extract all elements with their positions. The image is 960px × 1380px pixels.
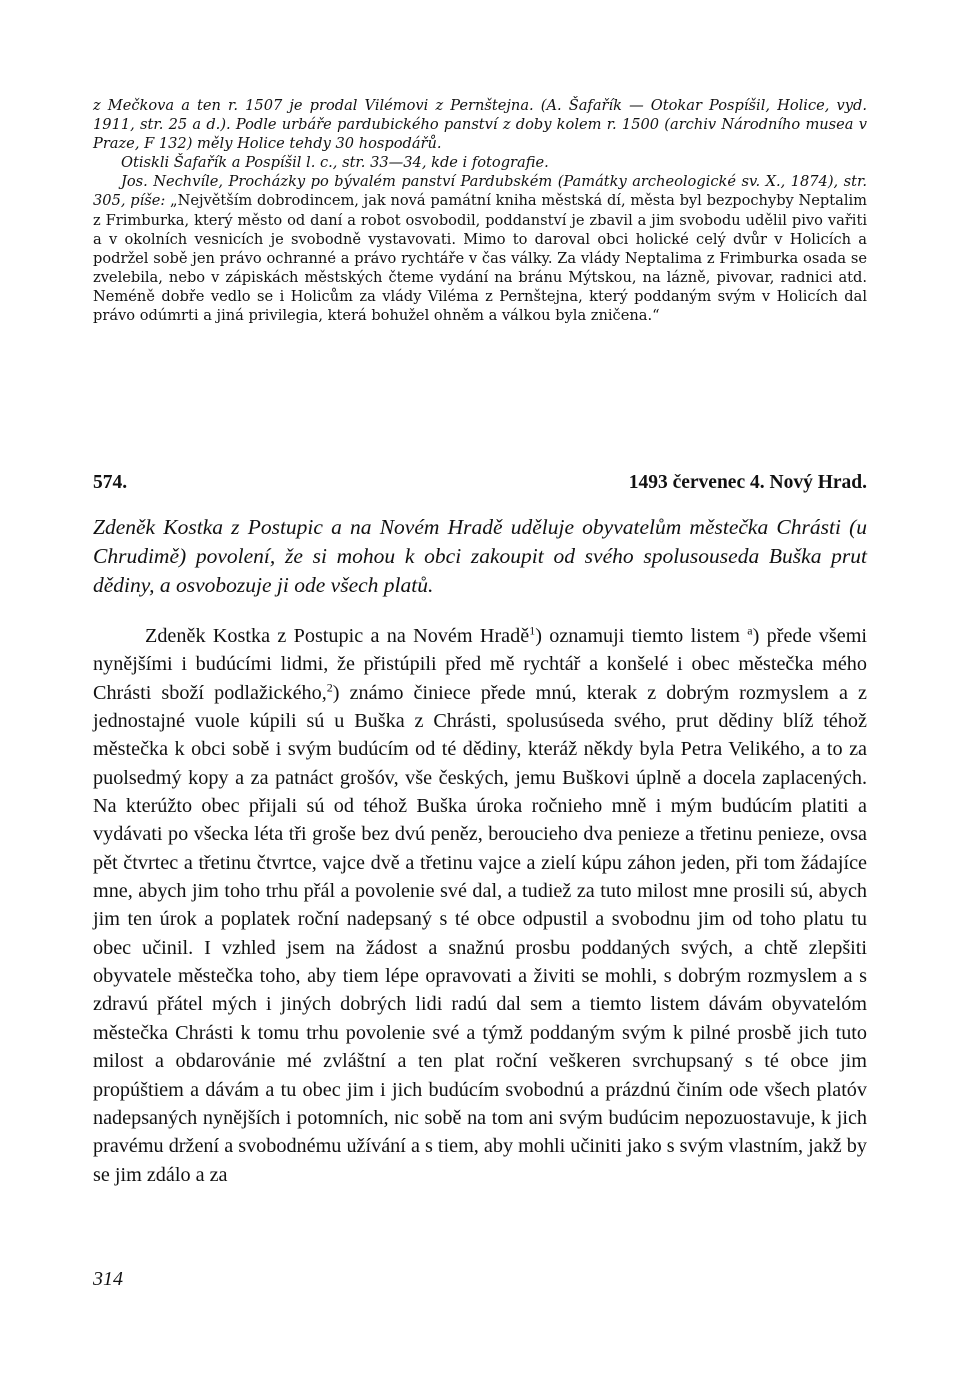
footnotes-block <box>93 96 867 325</box>
page-number: 314 <box>93 1268 123 1290</box>
note-paragraph-2-text: Otiskli Šafařík a Pospíšil l. c., str. 33—34, kde i fotografie. <box>121 154 549 172</box>
note-paragraph-2 <box>93 153 867 172</box>
text-part-d: ) známo činiece přede mnú, kterak z dobrým rozmyslem a z jednostajné vuole kúpili sú u Buška z Chrásti, spolusúseda svého, prut dědiny blíž téhož městečka k obci sobě i svým budúcím od té dědiny, kteráž někdy byla Petra Velikého, a to za puolsedmý kopy a za patnáct grošóv, vše českých, jemu Buškovi úplně a docela zaplacených. Na kterúžto obec přijali sú od téhož Buška úroka ročnieho mně i mým budúcím platiti a vydávati po všecka léta tři groše bez dvú peněz, beroucieho dva penieze a třetinu penieze, ovsa pět čtvrtec a třetinu čtvrtce, vajce dvě a třetinu vajce a zielí kúpu záhon jeden, při tom žádajíce mne, abych jim toho trhu přál a povolenie své dal, a tudiež za tuto milost mne prosili sú, abych jim ten úrok a poplatek roční nadepsaný s té obce odpustil a svobodnu jim od toho platu tu obec učinil. I vzhled jsem na žádost a snažnú prosbu poddaných svých, a chtě zlepšiti obyvatele městečka toho, aby tiem lépe opravovati a živiti se mohli, s dobrým rozmyslem a s zdravú přátel mých i jiných dobrých lidi radú dal sem a tiemto listem dávám obyvatelóm městečka Chrásti k tomu trhu povolenie své a týmž poddaným svým k pilné prosbě jich tuto milost a obdarovánie mé zvláštní a ten plat roční veškeren svrchupsaný s té obce jim propúštiem a dávám a tu obec jim i jich budúcím svobodnú a prázdnú činím ode všech platóv nadepsaných nynějších i potomních, nic sobě na tom ani svým budúcim nepozuostavuje, k jich pravému držení a svobodnému užívání a s tiem, aby mohli učiniti jako s svým vlastním, jakž by se jim zdálo a za <box>93 681 867 1186</box>
text-part-b: ) oznamuji tiemto listem <box>535 625 740 647</box>
text-part-c: ) přede všemi nynějšími i budúcími lidmi, že přistúpili před mě rychtář a konšelé i obec městečka mého Chrásti sboží podlažického, <box>93 625 868 704</box>
footnote-ref-a: a <box>747 623 753 638</box>
footnote-ref-2: 2 <box>326 679 333 694</box>
document-number: 574. <box>93 472 128 493</box>
document-heading <box>93 472 867 494</box>
note-quote: „Největším dobrodincem, jak nová památní kniha městská dí, města byl bezpochyby Neptalim z Frimburka, který město od daní a robot osvobodil, poddanství je zbavil a jim svobodu udělil pivo vařiti a v okolních vesnicích je svobodně vystavovati. Mimo to daroval obci holické celý dvůr v Holicích a podržel sobě jen právo ochranné a právo rychtáře v čas války. Za vlády Neptalima z Frimburka osada se zvelebila, nebo v zápiskách městských čteme vydání na bránu Mýtskou, na lázně, pivovar, radnici atd. Neméně dobře vedlo se i Holicům za vlády Viléma z Pernštejna, který poddaným svým v Holicích dal právo odúmrti a jiná privilegia, která bohužel ohněm a válkou byla zničena.“ <box>93 192 868 325</box>
footnote-ref-1: 1 <box>529 623 536 638</box>
notes-section <box>93 96 867 325</box>
text-part-a: Zdeněk Kostka z Postupic a na Novém Hradě <box>145 625 530 647</box>
note-paragraph-3 <box>93 172 867 325</box>
document-date-place: 1493 červenec 4. Nový Hrad. <box>628 472 867 493</box>
document-text <box>93 622 867 1189</box>
note-paragraph-1: z Mečkova a ten r. 1507 je prodal Vilémovi z Pernštejna. (A. Šafařík — Otokar Pospíšil, Holice, vyd. 1911, str. 25 a d.). Podle urbáře pardubického panství z doby kolem r. 1500 (archiv Národního musea v Praze, F 132) měly Holice tehdy 30 hospodářů. <box>93 97 867 153</box>
document-regest: Zdeněk Kostka z Postupic a na Novém Hradě uděluje obyvatelům městečka Chrásti (u Chrudimě) povolení, že si mohou k obci zakoupit od svého spolusouseda Buška prut dědiny, a osvobozuje ji ode všech platů. <box>93 515 867 597</box>
document-body <box>93 622 867 1189</box>
note-citation: Jos. Nechvíle, Procházky po bývalém panství Pardubském (Památky archeologické sv. X., 1874), str. 305, píše: <box>93 173 867 210</box>
